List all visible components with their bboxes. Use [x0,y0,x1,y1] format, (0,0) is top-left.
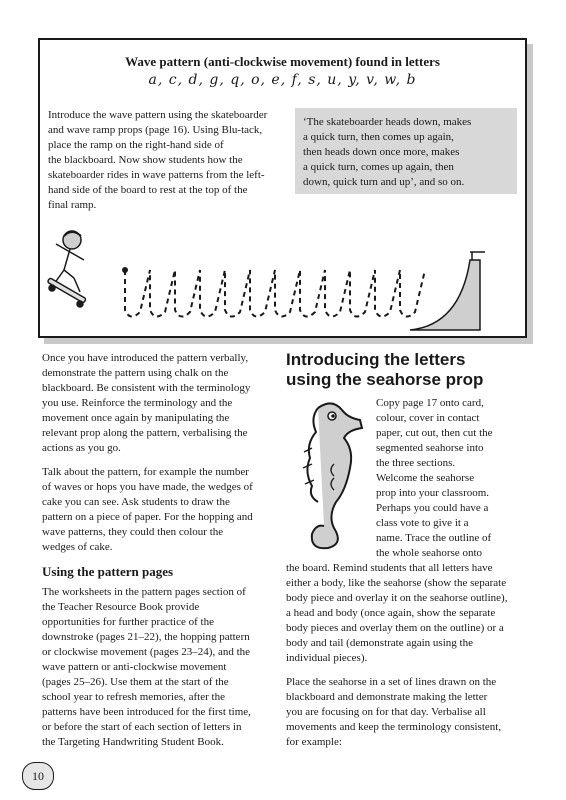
seahorse-illustration [288,398,370,558]
skateboarder-illustration [47,231,86,307]
paragraph: Talk about the pattern, for example the number of waves or hops you have made, the wedges of cake you can see. Ask students to draw the pattern on a piece of paper. For the hopping and wave patterns, they could then colour the wedges of cake. [42,466,253,553]
ramp-illustration [410,252,485,330]
wave-pattern-box [38,38,527,338]
paragraph: the board. Remind students that all letters have either a body, like the seahorse (show the separate body piece and overlay it on the seahorse outline), a head and body (once again, show the separate body pieces and overlay them on the outline) or a body and tail (demonstrate again using the individual pieces). [286,562,508,664]
quote-box: ‘The skateboarder heads down, makes a quick turn, then comes up again, then heads down once more, makes a quick turn, comes up again, then down, quick turn and up’, and so on. [295,108,517,194]
page-number: 10 [22,762,54,790]
box-intro-text: Introduce the wave pattern using the skateboarder and wave ramp props (page 16). Using Blu-tack, place the ramp on the right-hand side of the blackboard. Now show students how the skateboarder rides in wave patterns from the left- hand side of the board to rest at the top of the final ramp. [48,109,268,211]
letters-list: a, c, d, g, q, o, e, f, s, u, y, v, w, b [148,72,417,88]
dashed-wave-pattern [125,270,425,317]
left-column [42,351,278,759]
right-column [286,561,526,759]
skateboard-wave-illustration [40,200,525,335]
box-title: Wave pattern (anti-clockwise movement) found in letters [125,54,440,69]
paragraph: Place the seahorse in a set of lines drawn on the blackboard and demonstrate making the letter you are focusing on for that day. Verbalise all movements and keep the terminology consistent, for example: [286,676,502,748]
paragraph: Once you have introduced the pattern verbally, demonstrate the pattern using chalk on the blackboard. Be consistent with the terminology you use. Reinforce the terminology and the movement once again by manipulating the relevant prop along the pattern, verbalising the actions as you go. [42,352,251,454]
seahorse-wrap-text: Copy page 17 onto card, colour, cover in contact paper, cut out, then cut the segmented seahorse into the three sections. Welcome the seahorse prop into your classroom. Perhaps you could have a class vote to give it a name. Trace the outline of the whole seahorse onto [376,397,493,559]
section-heading: Introducing the letters using the seahorse prop [286,350,484,389]
subheading: Using the pattern pages [42,564,174,579]
paragraph: The worksheets in the pattern pages section of the Teacher Resource Book provide opportunities for further practice of the downstroke (pages 21–22), the hopping pattern or clockwise movement (pages 23–24), and the wave pattern or anti-clockwise movement (pages 25–26). Use them at the start of the school year to refresh memories, after the patterns have been introduced for the first time, or before the start of each section of letters in the Targeting Handwriting Student Book. [42,586,251,748]
